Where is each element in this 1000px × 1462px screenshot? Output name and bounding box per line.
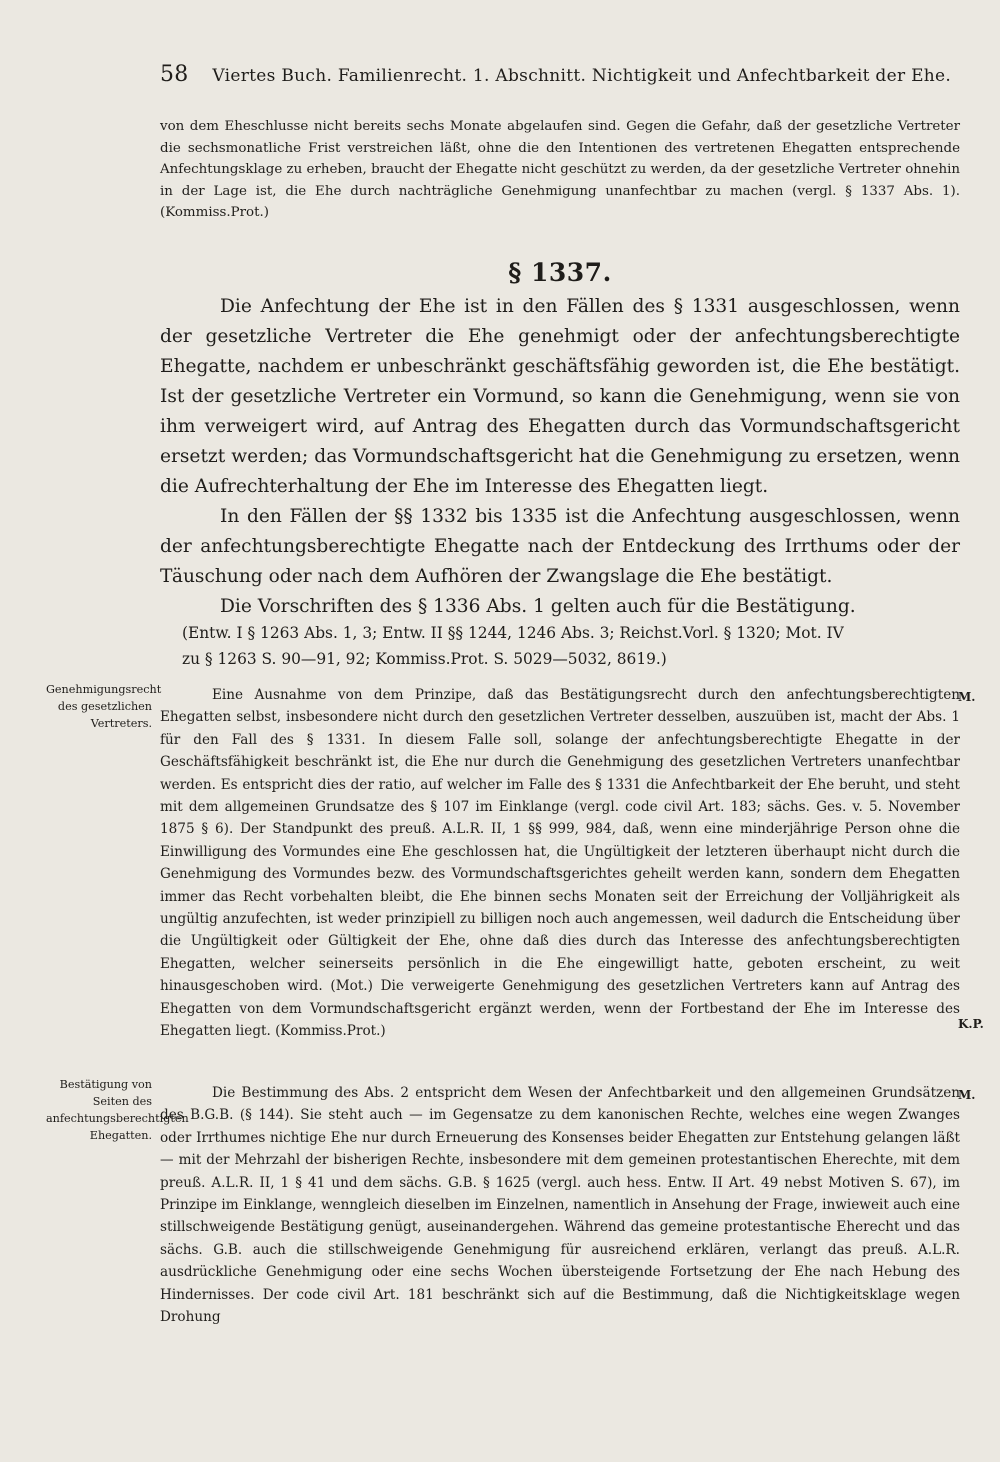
citation-line-1: (Entw. I § 1263 Abs. 1, 3; Entw. II §§ 1244, 1246 Abs. 3; Reichst.Vorl. § 1320; Mot. IV [182,624,844,642]
citation-line-2: zu § 1263 S. 90—91, 92; Kommiss.Prot. S. 5029—5032, 8619.) [182,650,667,668]
running-header [160,62,952,87]
side-mark-3: M. [958,1088,976,1102]
margin-note-1: Genehmigungsrecht des gesetzlichen Vertreters. [46,683,162,730]
section-heading: § 1337. [508,258,612,287]
commentary-section-2 [160,1082,960,1328]
law-paragraph-1: Die Anfechtung der Ehe ist in den Fällen des § 1331 ausgeschlossen, wenn der gesetzliche Vertreter die Ehe genehmigt oder der anfechtungsberechtigte Ehegatte, nachdem er unbeschränkt geschäftsfähig geworden ist, die Ehe bestätigt. Ist der gesetzliche Vertreter ein Vormund, so kann die Genehmigung, wenn sie von ihm verweigert wird, auf Antrag des Ehegatten durch das Vormundschaftsgericht ersetzt werden; das Vormundschaftsgericht hat die Genehmigung zu ersetzen, wenn die Aufrechterhaltung der Ehe im Interesse des Ehegatten liegt. [160,296,960,497]
commentary-paragraph-1: Eine Ausnahme von dem Prinzipe, daß das Bestätigungsrecht durch den anfechtungsberechtigten Ehegatten selbst, insbesondere nicht durch den gesetzlichen Vertreter desselben, auszuüben ist, macht der Abs. 1 für den Fall des § 1331. In diesem Falle soll, solange der anfechtungsberechtigte Ehegatte in der Geschäftsfähigkeit beschränkt ist, die Ehe nur durch die Genehmigung des gesetzlichen Vertreters unanfechtbar werden. Es entspricht dies der ratio, auf welcher im Falle des § 1331 die Anfechtbarkeit der Ehe beruht, und steht mit dem allgemeinen Grundsatze des § 107 im Einklange (vergl. code civil Art. 183; sächs. Ges. v. 5. November 1875 § 6). Der Standpunkt des preuß. A.L.R. II, 1 §§ 999, 984, daß, wenn eine minderjährige Person ohne die Einwilligung des Vormundes eine Ehe geschlossen hat, die Ungültigkeit der letzteren überhaupt nicht durch die Genehmigung des Vormundes bezw. des Vormundschaftsgerichtes geheilt werden kann, sondern dem Ehegatten immer das Recht vorbehalten bleibt, die Ehe binnen sechs Monaten seit der Erreichung der Volljährigkeit als ungültig anzufechten, ist weder prinzipiell zu billigen noch auch angemessen, weil dadurch die Entscheidung über die Ungültigkeit oder Gültigkeit der Ehe, ohne daß dies durch das Interesse des anfechtungsberechtigten Ehegatten, welcher seinerseits persönlich in die Ehe eingewilligt hatte, geboten erscheint, zu weit hinausgeschoben wird. (Mot.) Die verweigerte Genehmigung des gesetzlichen Vertreters kann auf Antrag des Ehegatten von dem Vormundschaftsgericht ergänzt werden, wenn der Fortbestand der Ehe im Interesse des Ehegatten liegt. (Kommiss.Prot.) [160,687,960,1040]
commentary-paragraph-2: Die Bestimmung des Abs. 2 entspricht dem Wesen der Anfechtbarkeit und den allgemeinen Grundsätzen des B.G.B. (§ 144). Sie steht auch — im Gegensatze zu dem kanonischen Rechte, welches eine wegen Zwanges oder Irrthumes nichtige Ehe nur durch Erneuerung des Konsenses beider Ehegatten zur Entstehung gelangen läßt — mit der Mehrzahl der bisherigen Rechte, insbesondere mit dem gemeinen protestantischen Eherechte, mit dem preuß. A.L.R. II, 1 § 41 und dem sächs. G.B. § 1625 (vergl. auch hess. Entw. II Art. 49 nebst Motiven S. 67), im Prinzipe im Einklange, wenngleich dieselben im Einzelnen, namentlich in Ansehung der Frage, inwieweit auch eine stillschweigende Bestätigung genügt, auseinandergehen. Während das gemeine protestantische Eherecht und das sächs. G.B. auch die stillschweigende Genehmigung für ausreichend erklären, verlangt das preuß. A.L.R. ausdrückliche Genehmigung oder eine sechs Wochen übersteigende Fortsetzung der Ehe nach Hebung des Hindernisses. Der code civil Art. 181 beschränkt sich auf die Bestimmung, daß die Nichtigkeitsklage wegen Drohung [160,1085,960,1326]
side-mark-2: K.P. [958,1017,984,1031]
law-text [160,292,960,622]
law-paragraph-3: Die Vorschriften des § 1336 Abs. 1 gelten auch für die Bestätigung. [220,596,856,617]
side-mark-1: M. [958,690,976,704]
intro-paragraph: von dem Eheschlusse nicht bereits sechs Monate abgelaufen sind. Gegen die Gefahr, daß der gesetzliche Vertreter die sechsmonatliche Frist verstreichen läßt, ohne die den Intentionen des vertretenen Ehegatten entsprechende Anfechtungsklage zu erheben, braucht der Ehegatte nicht geschützt zu werden, da der gesetzliche Vertreter ohnehin in der Lage ist, die Ehe durch nachträgliche Genehmigung unanfechtbar zu machen (vergl. § 1337 Abs. 1). (Kommiss.Prot.) [160,119,960,221]
source-citation [182,620,952,672]
running-title: Viertes Buch. Familienrecht. 1. Abschnitt. Nichtigkeit und Anfechtbarkeit der Ehe. [212,66,952,86]
margin-note-2: Bestätigung von Seiten des anfechtungsberechtigten Ehegatten. [46,1078,189,1142]
law-paragraph-2: In den Fällen der §§ 1332 bis 1335 ist die Anfechtung ausgeschlossen, wenn der anfechtungsberechtigte Ehegatte nach der Entdeckung des Irrthums oder der Täuschung oder nach dem Aufhören der Zwangslage die Ehe bestätigt. [160,506,960,587]
page-number: 58 [160,62,189,87]
commentary-section-1 [160,684,960,1043]
